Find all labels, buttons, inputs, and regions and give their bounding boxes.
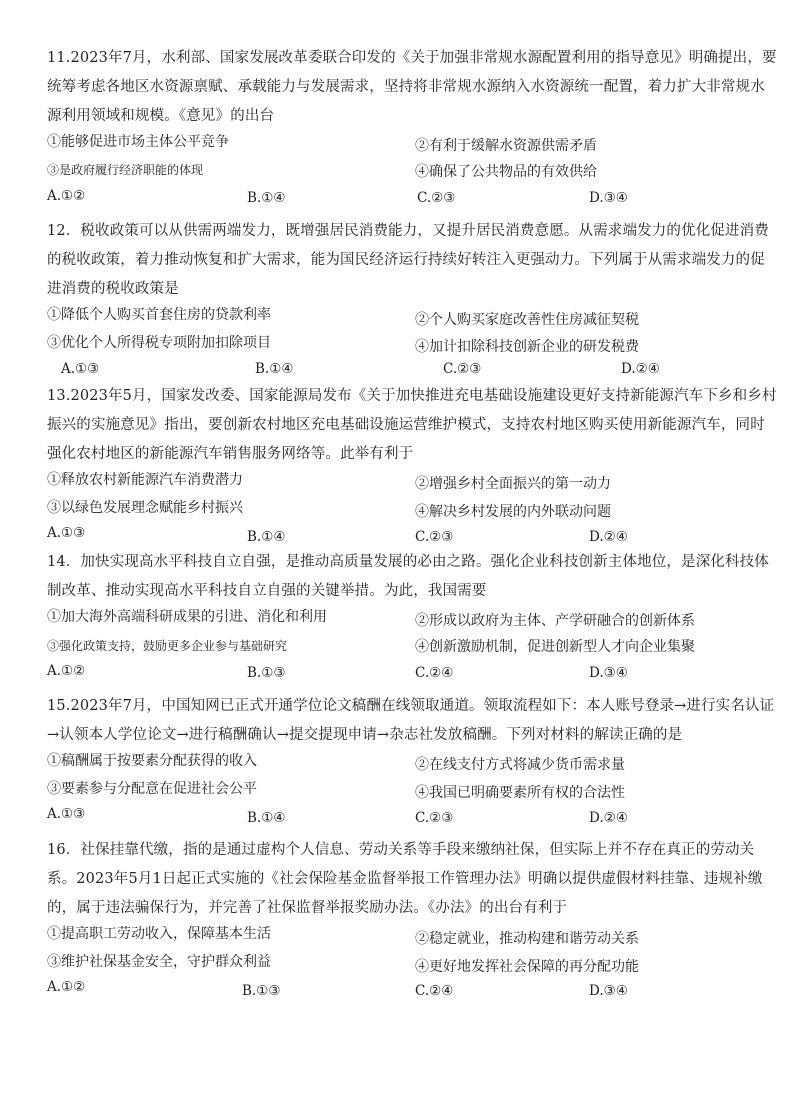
answer-c: C.②③ [417, 190, 456, 206]
answer-b: B.①④ [247, 529, 286, 545]
answer-c: C.②③ [415, 529, 454, 545]
question-15 [47, 692, 777, 838]
options-block [47, 606, 777, 694]
option-4: ④更好地发挥社会保障的再分配功能 [415, 959, 639, 975]
question-stem: 16．社保挂靠代缴，指的是通过虚构个人信息、劳动关系等手段来缴纳社保，但实际上并不存在真正的劳动关系。2023年5月1日起正式实施的《社会保险基金监督举报工作管理办法》明确以提供虚假材料挂靠、违规补缴的，属于违法骗保行为，并完善了社保监督举报奖励办法。《办法》的出台有利于 [47, 842, 763, 916]
option-3: ③是政府履行经济职能的体现 [47, 163, 204, 177]
options-block [47, 131, 777, 219]
answer-a: A.①② [47, 979, 86, 995]
answer-d: D.②④ [621, 361, 660, 377]
option-3: ③强化政策支持，鼓励更多企业参与基础研究 [47, 639, 288, 653]
option-3: ③优化个人所得税专项附加扣除项目 [47, 335, 271, 351]
answer-a: A.①③ [47, 525, 86, 541]
answer-d: D.③④ [589, 983, 628, 999]
answer-b: B.①③ [247, 665, 286, 681]
options-block [47, 750, 777, 838]
option-1: ①加大海外高端科研成果的引进、消化和利用 [47, 609, 327, 625]
answer-b: B.①③ [242, 983, 281, 999]
answer-b: B.①④ [255, 361, 294, 377]
option-2: ②稳定就业，推动构建和谐劳动关系 [415, 931, 639, 947]
question-stem: 14．加快实现高水平科技自立自强，是推动高质量发展的必由之路。强化企业科技创新主体地位，是深化科技体制改革、推动实现高水平科技自立自强的关键举措。为此，我国需要 [47, 554, 769, 599]
option-1: ①降低个人购买首套住房的贷款利率 [47, 307, 271, 323]
option-4: ④我国已明确要素所有权的合法性 [415, 785, 625, 801]
option-2: ②有利于缓解水资源供需矛盾 [415, 138, 597, 154]
option-2: ②形成以政府为主体、产学研融合的创新体系 [415, 613, 695, 629]
question-13 [47, 382, 777, 553]
answer-d: D.②④ [589, 810, 628, 826]
option-2: ②个人购买家庭改善性住房减征契税 [415, 312, 639, 328]
option-3: ③维护社保基金安全，守护群众利益 [47, 954, 271, 970]
option-1: ①提高职工劳动收入，保障基本生活 [47, 926, 271, 942]
options-block [47, 304, 777, 388]
answer-c: C.②④ [415, 665, 454, 681]
option-3: ③以绿色发展理念赋能乡村振兴 [47, 500, 243, 516]
answer-d: D.③④ [589, 665, 628, 681]
options-block [47, 469, 777, 553]
option-1: ①能够促进市场主体公平竞争 [47, 134, 229, 150]
answer-c: C.②③ [415, 810, 454, 826]
answer-c: C.②④ [415, 983, 454, 999]
question-11 [47, 44, 777, 219]
question-14 [47, 548, 777, 694]
question-stem: 11.2023年7月，水利部、国家发展改革委联合印发的《关于加强非常规水源配置利用的指导意见》明确提出，要统筹考虑各地区水资源禀赋、承载能力与发展需求，坚持将非常规水源纳入水资源统一配置，着力扩大非常规水源利用领域和规模。《意见》的出台 [47, 50, 777, 124]
question-stem: 13.2023年5月，国家发改委、国家能源局发布《关于加快推进充电基础设施建设更好支持新能源汽车下乡和乡村振兴的实施意见》指出，要创新农村地区充电基础设施运营维护模式，支持农村地区购买使用新能源汽车，同时强化农村地区的新能源汽车销售服务网络等。此举有利于 [47, 388, 777, 462]
answer-b: B.①④ [247, 190, 286, 206]
answer-d: D.②④ [589, 529, 628, 545]
option-4: ④确保了公共物品的有效供给 [415, 164, 597, 180]
option-4: ④解决乡村发展的内外联动问题 [415, 504, 611, 520]
question-16 [47, 836, 777, 1011]
options-block [47, 923, 777, 1011]
option-4: ④加计扣除科技创新企业的研发税费 [415, 339, 639, 355]
option-1: ①释放农村新能源汽车消费潜力 [47, 472, 243, 488]
answer-b: B.①④ [247, 810, 286, 826]
option-4: ④创新激励机制，促进创新型人才向企业集聚 [415, 639, 695, 655]
option-2: ②增强乡村全面振兴的第一动力 [415, 476, 611, 492]
question-stem: 12．税收政策可以从供需两端发力，既增强居民消费能力，又提升居民消费意愿。从需求端发力的优化促进消费的税收政策，着力推动恢复和扩大需求，能为国民经济运行持续好转注入更强动力。下列属于从需求端发力的促进消费的税收政策是 [47, 223, 769, 297]
question-stem: 15.2023年7月，中国知网已正式开通学位论文稿酬在线领取通道。领取流程如下：本人账号登录→进行实名认证→认领本人学位论文→进行稿酬确认→提交提现申请→杂志社发放稿酬。下列对材料的解读正确的是 [47, 698, 775, 743]
answer-c: C.②③ [443, 361, 482, 377]
answer-a: A.①② [47, 188, 86, 204]
answer-a: A.①② [47, 663, 86, 679]
option-3: ③要素参与分配意在促进社会公平 [47, 781, 257, 797]
question-12 [47, 217, 777, 388]
answer-d: D.③④ [589, 190, 628, 206]
option-1: ①稿酬属于按要素分配获得的收入 [47, 753, 257, 769]
answer-a: A.①③ [47, 806, 86, 822]
answer-a: A.①③ [61, 361, 100, 377]
option-2: ②在线支付方式将减少货币需求量 [415, 757, 625, 773]
